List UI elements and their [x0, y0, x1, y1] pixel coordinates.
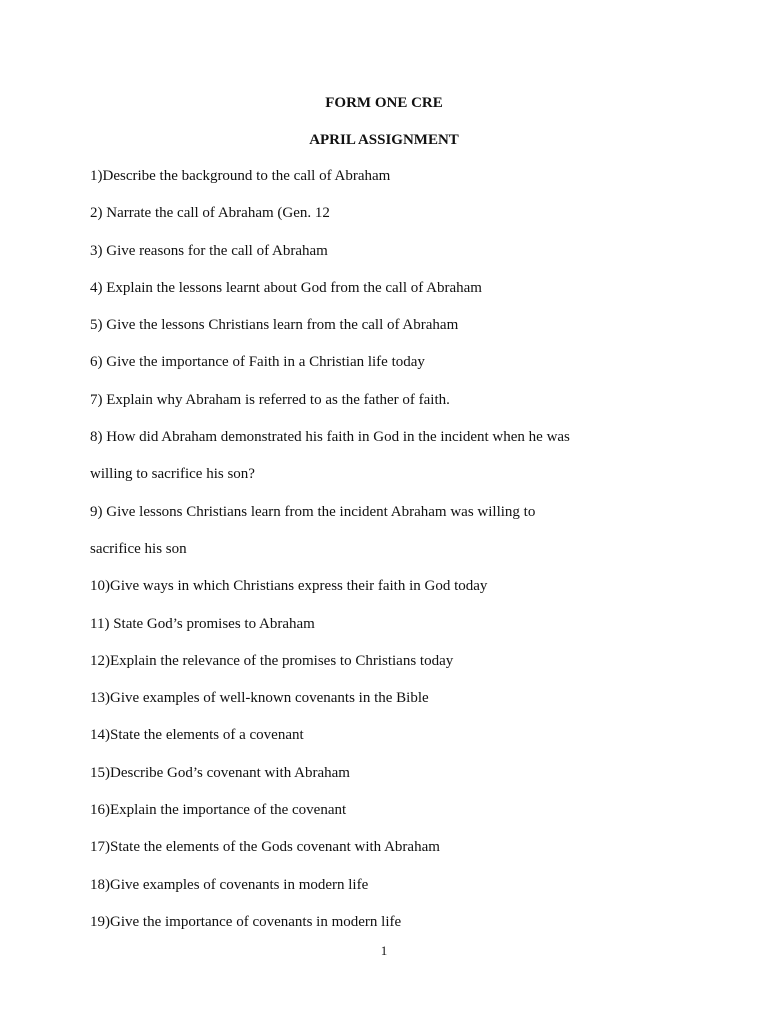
- question-line-continued: willing to sacrifice his son?: [90, 466, 255, 483]
- question-line: 1)Describe the background to the call of Abraham: [90, 168, 391, 184]
- question-line: 4) Explain the lessons learnt about God from the call of Abraham: [90, 279, 482, 296]
- question-line: 10)Give ways in which Christians express their faith in God today: [90, 578, 488, 595]
- question-list: [90, 167, 690, 950]
- question-line-continued: sacrifice his son: [90, 540, 187, 557]
- question-line: 2) Narrate the call of Abraham (Gen. 12: [90, 205, 330, 222]
- question-line: 13)Give examples of well-known covenants in the Bible: [90, 690, 429, 707]
- question-line: 16)Explain the importance of the covenant: [90, 802, 347, 819]
- question-line: 19)Give the importance of covenants in modern life: [90, 913, 402, 930]
- question-line: 5) Give the lessons Christians learn from the call of Abraham: [90, 317, 459, 334]
- document-title: FORM ONE CRE: [325, 95, 443, 111]
- question-line: 12)Explain the relevance of the promises to Christians today: [90, 652, 454, 669]
- question-line: 8) How did Abraham demonstrated his faith in God in the incident when he was: [90, 429, 570, 446]
- document-subtitle: APRIL ASSIGNMENT: [309, 132, 459, 148]
- question-line: 11) State God’s promises to Abraham: [90, 615, 315, 632]
- question-line: 14)State the elements of a covenant: [90, 727, 304, 744]
- question-line: 7) Explain why Abraham is referred to as the father of faith.: [90, 391, 450, 408]
- question-line: 9) Give lessons Christians learn from the incident Abraham was willing to: [90, 503, 536, 520]
- question-line: 3) Give reasons for the call of Abraham: [90, 242, 328, 259]
- question-line: 6) Give the importance of Faith in a Christian life today: [90, 354, 425, 371]
- question-line: 17)State the elements of the Gods covenant with Abraham: [90, 839, 440, 856]
- question-line: 18)Give examples of covenants in modern life: [90, 876, 369, 893]
- question-line: 15)Describe God’s covenant with Abraham: [90, 764, 350, 781]
- page-number: 1: [380, 943, 388, 958]
